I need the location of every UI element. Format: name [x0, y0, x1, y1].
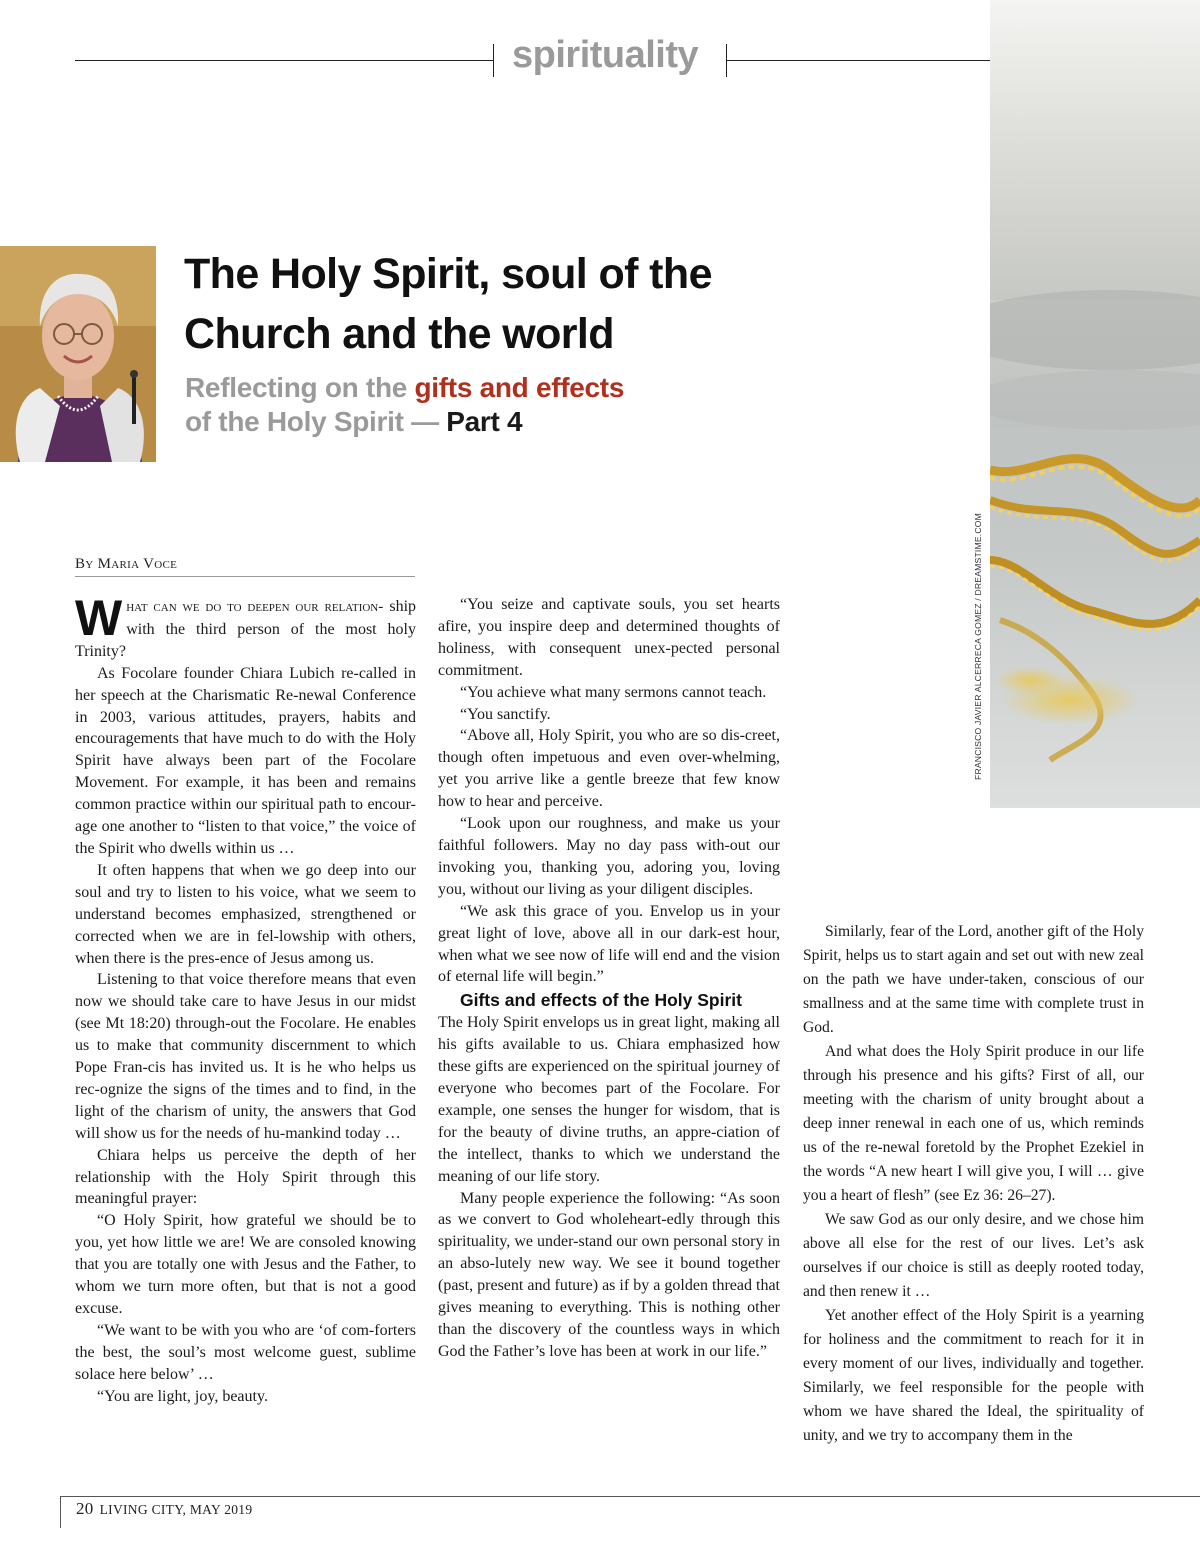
header-rule-left — [75, 60, 493, 61]
paragraph: It often happens that when we go deep into our soul and try to listen to his voice, what we seem to understand becomes emphasized, strengthened or corrected when we are in fel-lowship with others, when there is the pres-ence of Jesus among us. — [75, 861, 416, 967]
paragraph: “We want to be with you who are ‘of com-forters the best, the soul’s most welcome guest, sublime solace here below’ … — [75, 1321, 416, 1383]
paragraph: “You achieve what many sermons cannot teach. — [460, 683, 767, 701]
subtitle-highlight: gifts and effects — [414, 372, 625, 403]
paragraph: Chiara helps us perceive the depth of her relationship with the Holy Spirit through this meaningful prayer: — [75, 1146, 416, 1208]
paragraph: Yet another effect of the Holy Spirit is a yearning for holiness and the commitment to reach for it in every moment of our lives, individually and together. Similarly, we feel responsible for the people with whom we have shared the Ideal, the spirituality of unity, and we try to accompany them in the — [803, 1307, 1144, 1444]
paragraph: The Holy Spirit envelops us in great light, making all his gifts available to us. Chiara emphasized how these gifts are experienced on the spiritual journey of everyone who becomes part of the Focolare. For example, one senses the hunger for wisdom, that is for the beauty of divine truths, an appre-ciation of the intellect, thanks to which we understand the meaning of our life story. — [438, 1014, 780, 1185]
section-label: spirituality — [512, 34, 699, 76]
article-subtitle — [185, 371, 885, 439]
photo-credit: FRANCISCO JAVIER ALCERRECA GOMEZ / DREAMSTIME.COM — [973, 512, 983, 780]
paragraph: “Above all, Holy Spirit, you who are so dis-creet, though often impetuous and even over-whelming, yet you arrive like a gentle breeze that few know how to hear and perceive. — [438, 727, 780, 811]
paragraph: “O Holy Spirit, how grateful we should be to you, yet how little we are! We are consoled knowing that you are totally one with Jesus and the Father, to whom we turn more often, but that is not a good excuse. — [75, 1212, 416, 1317]
subtitle-line-2: of the Holy Spirit — Part 4 — [185, 406, 523, 437]
byline: By Maria Voce — [75, 556, 415, 577]
section-subhead: Gifts and effects of the Holy Spirit — [460, 990, 742, 1011]
header-rule-right — [726, 60, 990, 61]
paragraph: And what does the Holy Spirit produce in our life through his presence and his gifts? First of all, our meeting with the charism of unity brought about a deep inner renewal in each one of us, which reminds us of the re-newal foretold by the Prophet Ezekiel in the words “A new heart I will give you, I will … give you a heart of flesh” (see Ez 36: 26–27). — [803, 1043, 1144, 1204]
paragraph: What can we do to deepen our relation- ship with the third person of the most holy Trinity? — [75, 590, 417, 660]
author-portrait-illustration — [0, 246, 156, 462]
title-line-2: Church and the world — [184, 310, 614, 358]
article-title — [184, 244, 884, 364]
paragraph: “You seize and captivate souls, you set hearts afire, you inspire deep and determined thoughts of holiness, with consequent unex-pected personal commitment. — [438, 596, 780, 679]
footer-rule — [60, 1496, 1200, 1497]
paragraph: Many people experience the following: “As soon as we convert to God wholeheart-edly through this spirituality, we under-stand our own personal story in an abso-lutely new way. We see it bound together (past, present and future) as if by a golden thread that gives meaning to everything. This is nothing other than the discovery of the countless ways in which God the Father’s love has been at work in our life.” — [438, 1189, 780, 1360]
paragraph: As Focolare founder Chiara Lubich re-called in her speech at the Charismatic Re-newal Conference in 2003, various attitudes, prayers, habits and encouragements that have much to do with the Holy Spirit have always been part of the Focolare Movement. For example, it has been and remains common practice within our spiritual path to encour-age one another to “listen to that voice,” the voice of the Spirit who dwells within us … — [75, 664, 416, 857]
title-line-1: The Holy Spirit, soul of the — [184, 250, 712, 298]
paragraph: “Look upon our roughness, and make us your faithful followers. May no day pass with-out our invoking you, thanking you, adoring you, loving you, without our living as your diligent disciples. — [438, 815, 780, 898]
paragraph: “You are light, joy, beauty. — [97, 1387, 268, 1405]
page-number: 20 — [76, 1499, 94, 1518]
page-footer — [76, 1499, 252, 1519]
article-column-3 — [803, 920, 1144, 1448]
paragraph: Similarly, fear of the Lord, another gift of the Holy Spirit, helps us to start again and set out with new zeal on the path we have under-taken, conscious of our smallness and at the same time with complete trust in God. — [803, 923, 1144, 1036]
golden-thread-illustration — [990, 0, 1200, 808]
subtitle-line-1: Reflecting on the gifts and effects — [185, 372, 625, 403]
header-rule-tick-left — [493, 44, 494, 77]
article-column-1 — [75, 590, 417, 1408]
paragraph: “You sanctify. — [460, 705, 551, 723]
article-column-2 — [438, 594, 780, 1363]
golden-thread-photo — [990, 0, 1200, 808]
paragraph: Listening to that voice therefore means that even now we should take care to have Jesus in our midst (see Mt 18:20) through-out the Focolare. He enables us to make that community discernment to which Pope Fran-cis has invited us. It is he who helps us rec-ognize the signs of the times and to find, in the light of the charism of unity, the answers that God will show us for the needs of hu-mankind today … — [75, 971, 416, 1142]
subtitle-part-label: Part 4 — [446, 406, 523, 437]
paragraph: We saw God as our only desire, and we chose him above all else for the rest of our lives. Let’s ask ourselves if our choice is still as deeply rooted today, and then renew it … — [803, 1211, 1144, 1300]
drop-cap: W — [75, 590, 123, 646]
footer-rule-tick — [60, 1496, 61, 1528]
paragraph: “We ask this grace of you. Envelop us in your great light of love, above all in our dark-est hour, when what we see now of life will end and the vision of eternal life will begin.” — [438, 902, 780, 986]
author-portrait — [0, 246, 156, 462]
publication-info: LIVING CITY, MAY 2019 — [99, 1502, 253, 1517]
